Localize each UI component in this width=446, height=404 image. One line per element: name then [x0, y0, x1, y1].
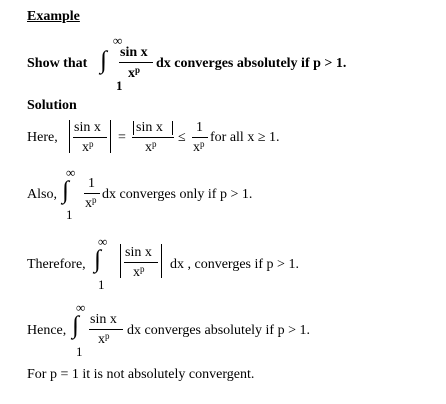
therefore-denominator: $x^p$	[133, 264, 145, 280]
here-fraction-bar-3	[192, 137, 208, 138]
here-denominator-1: $x^p$	[82, 139, 94, 155]
solution-heading: Solution	[27, 98, 77, 113]
therefore-abs-bar-right	[161, 244, 162, 278]
example-heading: Example	[27, 9, 80, 24]
statement-fraction-bar	[119, 62, 153, 63]
therefore-trail: dx , converges if p > 1.	[170, 257, 299, 272]
abs-bar-left	[69, 120, 70, 153]
here-lead: Here,	[27, 130, 58, 145]
here-fraction-bar-2	[132, 137, 174, 138]
therefore-numerator: sin x	[125, 245, 152, 260]
here-fraction-bar-1	[73, 137, 107, 138]
here-leq: ≤	[178, 130, 186, 145]
therefore-abs-bar-left	[120, 244, 121, 278]
statement-upper-limit: ∞	[113, 33, 123, 48]
here-trail: for all x ≥ 1.	[210, 130, 280, 145]
here-numerator-2: sin x	[136, 120, 163, 135]
therefore-fraction-bar	[124, 262, 158, 263]
hence-lead: Hence,	[27, 323, 67, 338]
also-lower-limit: 1	[66, 207, 73, 222]
also-fraction-bar	[84, 193, 100, 194]
here-denominator-2: $x^p$	[145, 139, 157, 155]
also-trail: dx converges only if p > 1.	[102, 187, 253, 202]
hence-upper-limit: ∞	[76, 300, 86, 315]
hence-numerator: sin x	[90, 312, 117, 327]
therefore-lead: Therefore,	[27, 257, 86, 272]
statement-lower-limit: 1	[116, 78, 123, 93]
also-numerator: 1	[88, 176, 95, 191]
also-integral-sign: ∫	[62, 177, 69, 204]
hence-lower-limit: 1	[76, 344, 83, 359]
here-denominator-3: $x^p$	[193, 139, 205, 155]
here-equals: =	[118, 130, 126, 145]
also-upper-limit: ∞	[66, 165, 76, 180]
therefore-lower-limit: 1	[98, 277, 105, 292]
hence-integral-sign: ∫	[72, 312, 79, 339]
hence-denominator: $x^p$	[98, 331, 110, 347]
final-remark: For p = 1 it is not absolutely convergent.	[27, 367, 255, 382]
inner-abs-bar-left	[133, 121, 134, 135]
also-denominator: $x^p$	[85, 195, 97, 211]
statement-integral-sign: ∫	[100, 47, 107, 74]
statement-trail: dx converges absolutely if p > 1.	[156, 56, 347, 71]
therefore-upper-limit: ∞	[98, 234, 108, 249]
hence-trail: dx converges absolutely if p > 1.	[127, 323, 310, 338]
statement-lead: Show that	[27, 56, 88, 71]
also-lead: Also,	[27, 187, 57, 202]
hence-fraction-bar	[89, 329, 123, 330]
here-numerator-3: 1	[196, 120, 203, 135]
statement-numerator: sin x	[120, 45, 148, 60]
abs-bar-right	[110, 120, 111, 153]
here-numerator-1: sin x	[74, 120, 101, 135]
therefore-integral-sign: ∫	[94, 246, 101, 273]
statement-denominator: $x^p$	[128, 65, 141, 81]
inner-abs-bar-right	[172, 121, 173, 135]
